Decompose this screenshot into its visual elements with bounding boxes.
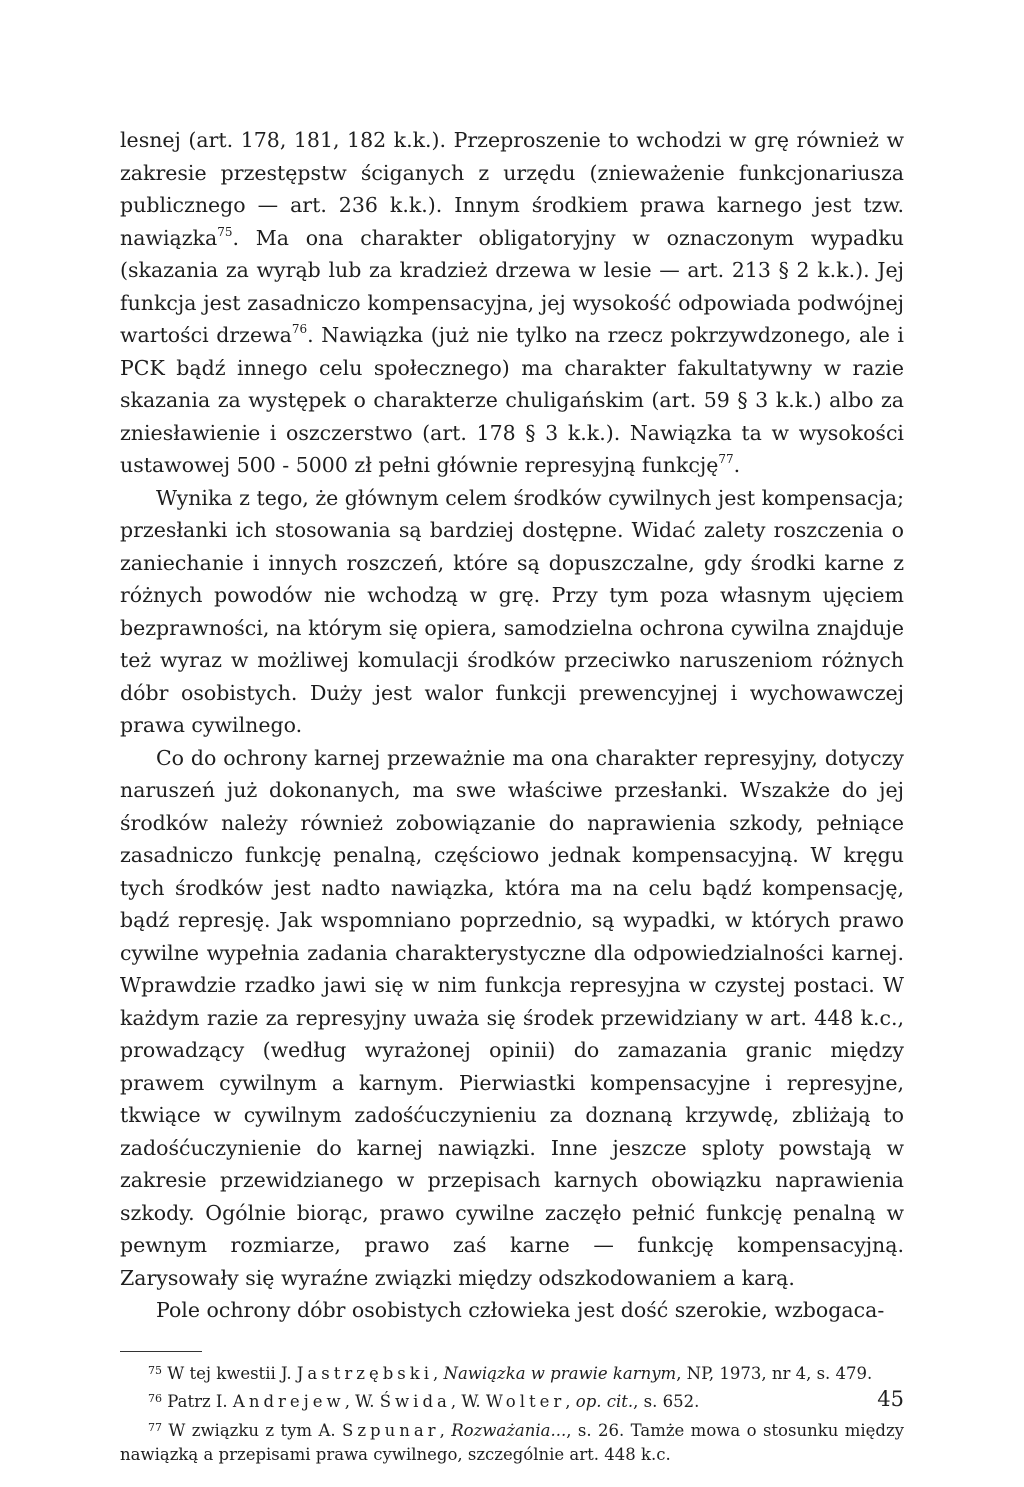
author-name: Wolter <box>485 1392 566 1411</box>
page-number: 45 <box>877 1387 904 1411</box>
text-segment: . Ma ona charakter obligatoryjny w oznaczonym wypadku (skazania za wyrąb lub za kradzież drzewa w lesie — art. 213 § 2 k.k.). Jej funkcja jest zasadniczo kompensacyjna, jej wysokość odpowiada podwójnej wartości drzewa <box>120 225 904 347</box>
footnotes <box>120 1362 904 1468</box>
text-segment: , <box>439 1420 452 1440</box>
text-segment: , s. 26. Tamże mowa o stosunku między nawiązką a przepisami prawa cywilnego, szczególnie art. 448 k.c. <box>120 1420 904 1464</box>
paragraph <box>120 482 904 742</box>
author-name: Świda <box>379 1392 451 1411</box>
footnote-reference: 76 <box>291 322 308 336</box>
footnote-reference: 77 <box>718 452 734 466</box>
text-segment: Pole ochrony dóbr osobistych człowieka jest dość szerokie, wzbogaca- <box>156 1298 885 1322</box>
footnote-separator <box>120 1351 202 1352</box>
text-segment: , NP, 1973, nr 4, s. 479. <box>676 1363 873 1383</box>
cited-title: Nawiązka w prawie karnym <box>443 1363 677 1383</box>
page-content <box>120 124 904 1472</box>
text-segment: Co do ochrony karnej przeważnie ma ona charakter represyjny, dotyczy naruszeń już dokonanych, ma swe właściwe przesłanki. Wszakże do jej środków należy również zobowiązanie do naprawienia szkody, pełniące zasadniczo funkcję penalną, częściowo jednak kompensacyjną. W kręgu tych środków jest nadto nawiązka, która ma na celu bądź kompensację, bądź represję. Jak wspomniano poprzednio, są wypadki, w których prawo cywilne wypełnia zadania charakterystyczne dla odpowiedzialności karnej. Wprawdzie rzadko jawi się w nim funkcja represyjna w czystej postaci. W każdym razie za represyjny uważa się środek przewidziany w art. 448 k.c., prowadzący (według wyrażonej opinii) do zamazania granic między prawem cywilnym a karnym. Pierwiastki kompensacyjne i represyjne, tkwiące w cywilnym zadośćuczynieniu za doznaną krzywdę, zbliżają to zadośćuczynienie do karnej nawiązki. Inne jeszcze sploty powstają w zakresie przewidzianego w przepisach karnych obowiązku naprawienia szkody. Ogólnie biorąc, prawo cywilne zaczęło pełnić funkcję penalną w pewnym rozmiarze, prawo zaś karne — funkcję kompensacyjną. Zarysowały się wyraźne związki między odszkodowaniem a karą. <box>120 745 904 1290</box>
footnote-reference: 75 <box>217 224 233 239</box>
author-name: Jastrzębski <box>296 1363 434 1383</box>
text-segment: Patrz I. <box>162 1392 233 1411</box>
footnote-number: 77 <box>148 1420 162 1434</box>
text-segment: . <box>733 453 741 477</box>
cited-title: op. cit. <box>575 1392 634 1411</box>
author-name: Szpunar <box>342 1420 440 1440</box>
body-text <box>120 124 904 1327</box>
text-segment: . Nawiązka (już nie tylko na rzecz pokrzywdzonego, ale i PCK bądź innego celu społecznego) ma charakter fakultatywny w razie skazania za występek o charakterze chuligańskim (art. 59 § 3 k.k.) albo za zniesławienie i oszczerstwo (art. 178 § 3 k.k.). Nawiązka ta w wysokości ustawowej 500 - 5000 zł pełni głównie represyjną funkcję <box>120 323 904 477</box>
paragraph <box>120 124 904 482</box>
text-segment: W związku z tym A. <box>162 1420 343 1440</box>
text-segment: , <box>433 1363 444 1383</box>
text-segment: lesnej (art. 178, 181, 182 k.k.). Przeproszenie to wchodzi w grę również w zakresie przestępstw ściganych z urzędu (znieważenie funkcjonariusza publicznego — art. 236 k.k.). Innym środkiem prawa karnego jest tzw. nawiązka <box>120 128 904 250</box>
cited-title: Rozważania... <box>451 1420 567 1440</box>
author-name: Andrejew <box>232 1392 345 1411</box>
text-segment: W tej kwestii J. <box>162 1363 297 1383</box>
text-segment: , s. 652. <box>633 1392 700 1411</box>
footnote <box>120 1419 904 1468</box>
footnote <box>120 1362 904 1387</box>
footnote-number: 76 <box>148 1392 162 1405</box>
footnote-number: 75 <box>148 1363 162 1377</box>
paragraph <box>120 1294 904 1327</box>
text-segment: , W. <box>344 1392 380 1411</box>
paragraph <box>120 742 904 1295</box>
footnote <box>120 1390 904 1415</box>
text-segment: , <box>565 1392 576 1411</box>
text-segment: , W. <box>450 1392 486 1411</box>
text-segment: Wynika z tego, że głównym celem środków cywilnych jest kompensacja; przesłanki ich stosowania są bardziej dostępne. Widać zalety roszczenia o zaniechanie i innych roszczeń, które są dopuszczalne, gdy środki karne z różnych powodów nie wchodzą w grę. Przy tym poza własnym ujęciem bezprawności, na którym się opiera, samodzielna ochrona cywilna znajduje też wyraz w możliwej komulacji środków przeciwko naruszeniom różnych dóbr osobistych. Duży jest walor funkcji prewencyjnej i wychowawczej prawa cywilnego. <box>120 485 904 737</box>
